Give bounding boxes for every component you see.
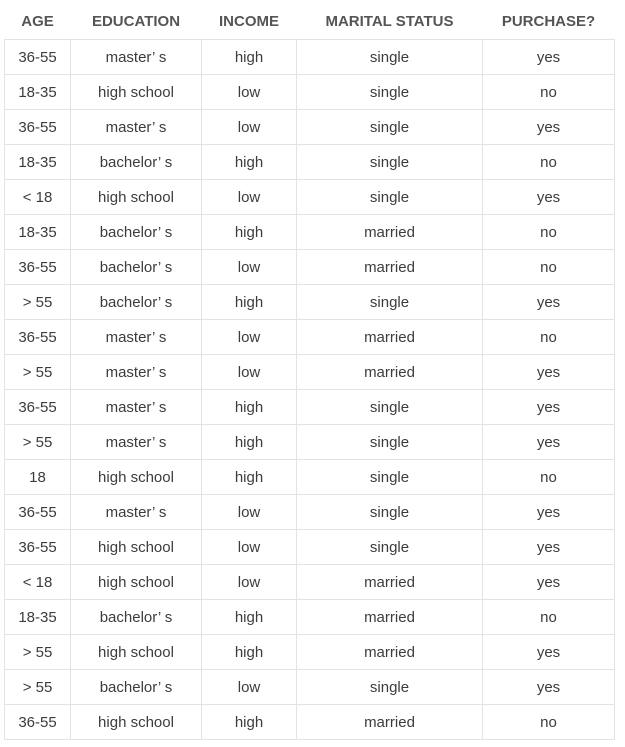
income-cell: low <box>202 320 297 355</box>
income-cell: high <box>202 40 297 75</box>
purchase-cell: yes <box>483 530 615 565</box>
education-cell: bachelor’ s <box>71 250 202 285</box>
income-cell: low <box>202 565 297 600</box>
data-table-container <box>4 4 615 740</box>
purchase-cell: no <box>483 460 615 495</box>
table-row <box>5 635 615 670</box>
age-cell: 36-55 <box>5 40 71 75</box>
age-cell: 36-55 <box>5 705 71 740</box>
education-cell: high school <box>71 565 202 600</box>
education-cell: high school <box>71 530 202 565</box>
table-row <box>5 530 615 565</box>
marital-status-cell: single <box>297 180 483 215</box>
header-marital-status: MARITAL STATUS <box>325 13 454 30</box>
age-cell: < 18 <box>5 565 71 600</box>
marital-status-cell: married <box>297 705 483 740</box>
age-cell: 18 <box>5 460 71 495</box>
table-header <box>5 4 615 40</box>
income-cell: low <box>202 355 297 390</box>
purchase-cell: yes <box>483 425 615 460</box>
purchase-cell: no <box>483 600 615 635</box>
purchase-cell: yes <box>483 670 615 705</box>
income-cell: low <box>202 110 297 145</box>
age-cell: 36-55 <box>5 250 71 285</box>
header-income: INCOME <box>219 13 279 30</box>
income-cell: high <box>202 705 297 740</box>
income-cell: high <box>202 425 297 460</box>
table-row <box>5 285 615 320</box>
table-row <box>5 215 615 250</box>
education-cell: bachelor’ s <box>71 285 202 320</box>
marital-status-cell: married <box>297 600 483 635</box>
header-row <box>5 4 615 40</box>
purchase-cell: yes <box>483 390 615 425</box>
purchase-cell: no <box>483 215 615 250</box>
education-cell: master’ s <box>71 40 202 75</box>
header-purchase: PURCHASE? <box>501 13 596 30</box>
marital-status-cell: married <box>297 250 483 285</box>
education-cell: master’ s <box>71 390 202 425</box>
marital-status-cell: married <box>297 565 483 600</box>
purchase-cell: no <box>483 705 615 740</box>
table-row <box>5 180 615 215</box>
table-row <box>5 75 615 110</box>
purchase-cell: yes <box>483 285 615 320</box>
age-cell: > 55 <box>5 670 71 705</box>
education-cell: high school <box>71 180 202 215</box>
marital-status-cell: married <box>297 215 483 250</box>
education-cell: bachelor’ s <box>71 215 202 250</box>
age-cell: 36-55 <box>5 390 71 425</box>
income-cell: high <box>202 215 297 250</box>
education-cell: master’ s <box>71 425 202 460</box>
marital-status-cell: married <box>297 320 483 355</box>
table-row <box>5 495 615 530</box>
table-row <box>5 705 615 740</box>
income-cell: low <box>202 75 297 110</box>
age-cell: 36-55 <box>5 110 71 145</box>
age-cell: > 55 <box>5 635 71 670</box>
age-cell: 36-55 <box>5 530 71 565</box>
marital-status-cell: single <box>297 425 483 460</box>
table-row <box>5 145 615 180</box>
table-body <box>5 40 615 740</box>
marital-status-cell: single <box>297 495 483 530</box>
purchase-cell: no <box>483 145 615 180</box>
age-cell: 36-55 <box>5 495 71 530</box>
purchase-cell: yes <box>483 565 615 600</box>
education-cell: bachelor’ s <box>71 670 202 705</box>
income-cell: high <box>202 390 297 425</box>
table-row <box>5 250 615 285</box>
table-row <box>5 670 615 705</box>
income-cell: low <box>202 180 297 215</box>
table-row <box>5 600 615 635</box>
education-cell: high school <box>71 460 202 495</box>
education-cell: bachelor’ s <box>71 145 202 180</box>
table-row <box>5 355 615 390</box>
age-cell: 18-35 <box>5 600 71 635</box>
marital-status-cell: single <box>297 75 483 110</box>
marital-status-cell: single <box>297 670 483 705</box>
purchase-cell: yes <box>483 110 615 145</box>
age-cell: < 18 <box>5 180 71 215</box>
marital-status-cell: single <box>297 390 483 425</box>
age-cell: > 55 <box>5 425 71 460</box>
income-cell: high <box>202 600 297 635</box>
marital-status-cell: single <box>297 460 483 495</box>
age-cell: 18-35 <box>5 145 71 180</box>
table-row <box>5 390 615 425</box>
income-cell: low <box>202 670 297 705</box>
education-cell: high school <box>71 75 202 110</box>
income-cell: high <box>202 285 297 320</box>
purchase-cell: no <box>483 320 615 355</box>
income-cell: high <box>202 460 297 495</box>
age-cell: 18-35 <box>5 75 71 110</box>
marital-status-cell: single <box>297 285 483 320</box>
table-row <box>5 565 615 600</box>
table-row <box>5 110 615 145</box>
purchase-cell: no <box>483 250 615 285</box>
purchase-cell: yes <box>483 355 615 390</box>
age-cell: 36-55 <box>5 320 71 355</box>
income-cell: low <box>202 530 297 565</box>
purchase-cell: yes <box>483 180 615 215</box>
table-row <box>5 320 615 355</box>
education-cell: high school <box>71 705 202 740</box>
marital-status-cell: single <box>297 145 483 180</box>
purchase-cell: yes <box>483 40 615 75</box>
marital-status-cell: single <box>297 530 483 565</box>
income-cell: high <box>202 635 297 670</box>
income-cell: high <box>202 145 297 180</box>
marital-status-cell: married <box>297 635 483 670</box>
header-age: AGE <box>21 13 54 30</box>
education-cell: master’ s <box>71 320 202 355</box>
education-cell: bachelor’ s <box>71 600 202 635</box>
education-cell: high school <box>71 635 202 670</box>
table-row <box>5 40 615 75</box>
marital-status-cell: married <box>297 355 483 390</box>
income-cell: low <box>202 495 297 530</box>
income-cell: low <box>202 250 297 285</box>
age-cell: > 55 <box>5 285 71 320</box>
table-row <box>5 425 615 460</box>
age-cell: 18-35 <box>5 215 71 250</box>
purchase-data-table <box>4 4 615 740</box>
marital-status-cell: single <box>297 40 483 75</box>
purchase-cell: yes <box>483 635 615 670</box>
education-cell: master’ s <box>71 355 202 390</box>
table-row <box>5 460 615 495</box>
age-cell: > 55 <box>5 355 71 390</box>
header-education: EDUCATION <box>91 13 181 30</box>
marital-status-cell: single <box>297 110 483 145</box>
purchase-cell: no <box>483 75 615 110</box>
education-cell: master’ s <box>71 495 202 530</box>
education-cell: master’ s <box>71 110 202 145</box>
purchase-cell: yes <box>483 495 615 530</box>
